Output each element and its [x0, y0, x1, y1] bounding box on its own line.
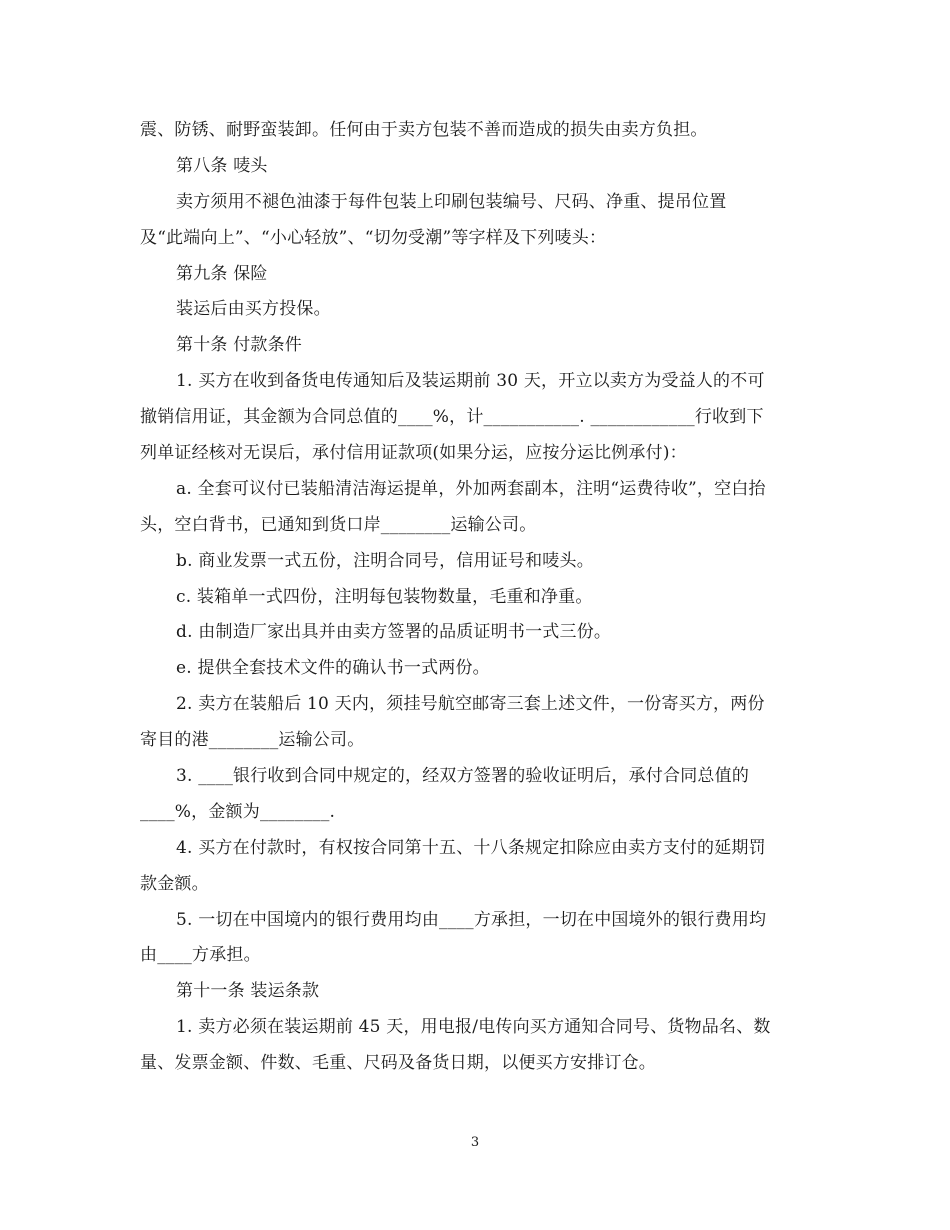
text-line: 寄目的港________运输公司。: [140, 730, 365, 751]
text-line: 装运后由买方投保。: [176, 299, 331, 320]
text-line: d. 由制造厂家出具并由卖方签署的品质证明书一式三份。: [176, 622, 612, 643]
text-line: b. 商业发票一式五份，注明合同号，信用证号和唛头。: [176, 550, 594, 571]
text-line: 震、防锈、耐野蛮装卸。任何由于卖方包装不善而造成的损失由卖方负担。: [140, 120, 708, 140]
text-line: 量、发票金额、件数、毛重、尺码及备货日期，以便买方安排订仓。: [140, 1053, 656, 1074]
text-line: ____%，金额为________.: [140, 801, 336, 822]
text-line: 3. ____银行收到合同中规定的，经双方签署的验收证明后，承付合同总值的: [176, 766, 750, 787]
text-line: 5. 一切在中国境内的银行费用均由____方承担，一切在中国境外的银行费用均: [176, 909, 767, 930]
document-body: [140, 113, 810, 1082]
text-line: 卖方须用不褪色油漆于每件包装上印刷包装编号、尺码、净重、提吊位置: [176, 191, 727, 212]
text-line: c. 装箱单一式四份，注明每包装物数量，毛重和净重。: [176, 586, 593, 607]
text-line: 4. 买方在付款时，有权按合同第十五、十八条规定扣除应由卖方支付的延期罚: [176, 837, 766, 858]
text-line: e. 提供全套技术文件的确认书一式两份。: [176, 658, 490, 679]
text-line: 及“此端向上”、“小心轻放”、“切勿受潮”等字样及下列唛头：: [140, 227, 607, 248]
text-line: a. 全套可议付已装船清洁海运提单，外加两套副本，注明“运费待收”，空白抬: [176, 478, 766, 499]
text-line: 2. 卖方在装船后 10 天内，须挂号航空邮寄三套上述文件，一份寄买方，两份: [176, 694, 765, 715]
article-8-heading: 第八条 唛头: [176, 155, 268, 176]
text-line: 撤销信用证，其金额为合同总值的____%，计___________. ____________行收到下: [140, 407, 764, 428]
text-line: 列单证经核对无误后，承付信用证款项(如果分运，应按分运比例承付)：: [140, 443, 687, 464]
text-line: 头，空白背书，已通知到货口岸________运输公司。: [140, 514, 537, 535]
text-line: 1. 买方在收到备货电传通知后及装运期前 30 天，开立以卖方为受益人的不可: [176, 371, 765, 392]
text-line: 由____方承担。: [140, 945, 261, 966]
article-10-heading: 第十条 付款条件: [176, 335, 303, 356]
article-9-heading: 第九条 保险: [176, 263, 268, 284]
text-line: 款金额。: [140, 873, 209, 894]
article-11-heading: 第十一条 装运条款: [176, 981, 320, 1002]
text-line: 1. 卖方必须在装运期前 45 天，用电报/电传向买方通知合同号、货物品名、数: [176, 1017, 771, 1038]
page-number: 3: [470, 1135, 480, 1150]
